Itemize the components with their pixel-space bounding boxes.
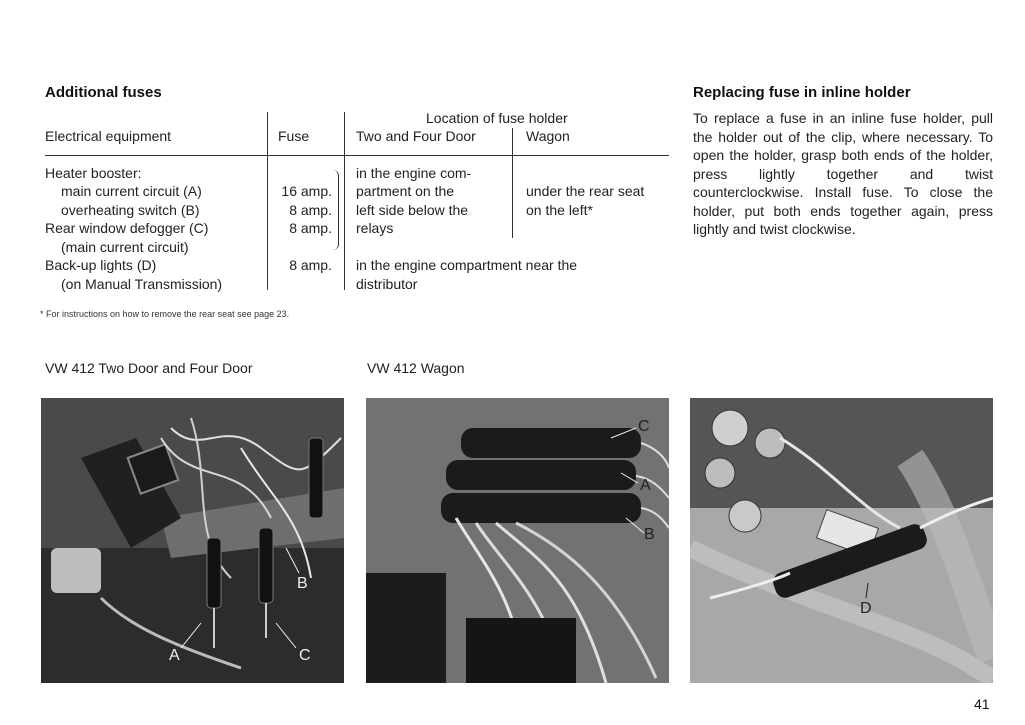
header-wagon: Wagon	[526, 128, 570, 144]
location-two-four-line-4: relays	[356, 220, 394, 236]
caption-wagon: VW 412 Wagon	[367, 360, 465, 376]
section-heading-additional-fuses: Additional fuses	[45, 84, 162, 101]
caption-two-four-door: VW 412 Two Door and Four Door	[45, 360, 253, 376]
photo1-label-c: C	[299, 647, 311, 664]
photo-inline-fuse-holder	[690, 398, 993, 683]
row-manual-transmission-note: (on Manual Transmission)	[61, 276, 223, 292]
table-divider-equipment-fuse	[267, 112, 268, 290]
location-two-four-line-2: partment on the	[356, 183, 455, 199]
photo2-label-a: A	[640, 477, 651, 494]
photo3-label-d: D	[860, 600, 872, 617]
row-overheating-switch-b: overheating switch (B)	[61, 202, 200, 218]
page-number: 41	[974, 696, 990, 712]
location-two-four-line-3: left side below the	[356, 202, 469, 218]
photo1-label-b: B	[297, 575, 308, 592]
header-electrical-equipment: Electrical equipment	[45, 128, 172, 144]
row-back-up-lights-d: Back-up lights (D)	[45, 257, 157, 273]
location-two-four-line-1: in the engine com-	[356, 165, 472, 181]
section-heading-replacing-fuse: Replacing fuse in inline holder	[693, 84, 911, 101]
replacing-fuse-instructions: To replace a fuse in an inline fuse holder, pull the holder out of the clip, where necessary. To open the holder, grasp both ends of the holder, press lightly together and twist counterclockwise. Install fuse. To close the holder, put both ends together again, press lightly and twist clockwise.	[693, 110, 993, 237]
row-main-current-circuit-note: (main current circuit)	[61, 239, 189, 255]
table-header-rule	[45, 155, 669, 156]
fuse-value-a: 16 amp.	[281, 183, 332, 199]
fuse-value-c: 8 amp.	[289, 220, 332, 236]
header-location-of-fuse-holder: Location of fuse holder	[426, 110, 568, 126]
location-wagon-line-1: under the rear seat	[526, 183, 645, 199]
row-rear-window-defogger-c: Rear window defogger (C)	[45, 220, 209, 236]
photo2-label-b: B	[644, 526, 655, 543]
fuse-value-b: 8 amp.	[289, 202, 332, 218]
location-backup-line-1: in the engine compartment near the	[356, 257, 578, 273]
row-heater-booster: Heater booster:	[45, 165, 142, 181]
photo1-label-a: A	[169, 647, 180, 664]
fuse-group-brace	[333, 170, 339, 250]
photo-wagon-fuses	[366, 398, 669, 683]
fuse-value-d: 8 amp.	[289, 257, 332, 273]
table-divider-door-wagon	[512, 128, 513, 238]
footnote-rear-seat: * For instructions on how to remove the rear seat see page 23.	[40, 309, 290, 319]
location-backup-line-2: distributor	[356, 276, 418, 292]
location-wagon-line-2: on the left*	[526, 202, 593, 218]
header-two-four-door: Two and Four Door	[356, 128, 476, 144]
table-divider-fuse-location	[344, 112, 345, 290]
header-fuse: Fuse	[278, 128, 310, 144]
row-main-current-circuit-a: main current circuit (A)	[61, 183, 202, 199]
photo2-label-c: C	[638, 418, 650, 435]
photo-two-four-door-fuses	[41, 398, 344, 683]
